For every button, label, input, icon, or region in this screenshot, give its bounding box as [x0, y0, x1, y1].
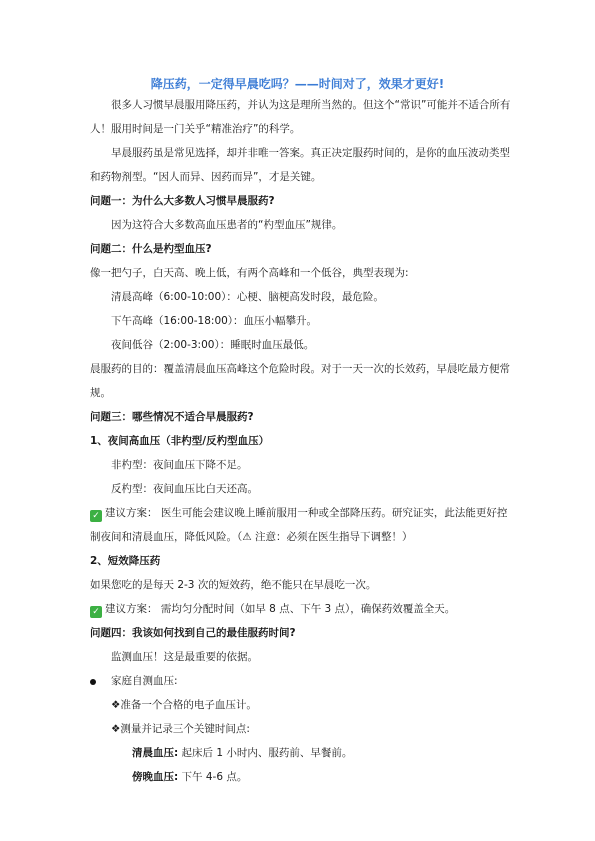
q2-item: 夜间低谷（2:00-3:00）：睡眠时血压最低。: [111, 339, 315, 351]
bullet-icon: [90, 679, 96, 685]
q3-case1-suggest-line1: [90, 506, 507, 522]
intro-p2-line1: 早晨服药虽是常见选择，却并非唯一答案。真正决定服药时间的，是你的血压波动类型: [111, 147, 510, 159]
q2-desc: 像一把勺子，白天高、晚上低，有两个高峰和一个低谷，典型表现为:: [90, 267, 409, 279]
page-title: 降压药，一定得早晨吃吗？——时间对了，效果才更好!: [150, 77, 445, 91]
point-label: 傍晚血压:: [132, 771, 179, 783]
intro-p1-line1: 很多人习惯早晨服用降压药，并认为这是理所当然的。但这个“常识”可能并不适合所有: [111, 99, 511, 111]
intro-p1-line2: 人！服用时间是一门关乎“精准治疗”的科学。: [90, 123, 301, 135]
q2-item: 清晨高峰（6:00-10:00）：心梗、脑梗高发时段，最危险。: [111, 291, 384, 303]
q4-lead: 监测血压！这是最重要的依据。: [111, 651, 258, 663]
q3-heading: 问题三：哪些情况不适合早晨服药?: [90, 411, 254, 423]
q3-case2-desc: 如果您吃的是每天 2-3 次的短效药，绝不能只在早晨吃一次。: [90, 579, 377, 591]
q4-bullet: 家庭自测血压:: [111, 675, 178, 687]
q2-heading: 问题二：什么是杓型血压?: [90, 243, 212, 255]
q2-purpose-line1: 晨服药的目的：覆盖清晨血压高峰这个危险时段。对于一天一次的长效药，早晨吃最方便常: [90, 363, 510, 375]
q4-sub2: ❖测量并记录三个关键时间点:: [111, 723, 250, 735]
q2-item: 下午高峰（16:00-18:00）：血压小幅攀升。: [111, 315, 318, 327]
q1-answer: 因为这符合大多数高血压患者的“杓型血压”规律。: [111, 219, 343, 231]
q3-case1-suggest-line2: 制夜间和清晨血压，降低风险。（⚠ 注意：必须在医生指导下调整！）: [90, 531, 413, 543]
suggest-text: 建议方案： 需均匀分配时间（如早 8 点、下午 3 点），确保药效覆盖全天。: [105, 603, 456, 615]
q2-purpose-line2: 规。: [90, 387, 111, 399]
q4-point: [132, 746, 352, 760]
q3-case1-heading: 1、夜间高血压（非杓型/反杓型血压）: [90, 435, 270, 447]
check-icon: ✓: [90, 606, 102, 618]
intro-p2-line2: 和药物剂型。“因人而异、因药而异”，才是关键。: [90, 171, 322, 183]
point-text: 下午 4-6 点。: [178, 771, 248, 783]
q3-case1-item: 反杓型：夜间血压比白天还高。: [111, 483, 258, 495]
check-icon: ✓: [90, 510, 102, 522]
q4-sub1: ❖准备一个合格的电子血压计。: [111, 699, 257, 711]
q4-point: [132, 770, 247, 784]
q3-case2-heading: 2、短效降压药: [90, 555, 161, 567]
q3-case2-suggest: [90, 602, 455, 618]
point-label: 清晨血压:: [132, 747, 179, 759]
q4-heading: 问题四：我该如何找到自己的最佳服药时间?: [90, 627, 296, 639]
q3-case1-item: 非杓型：夜间血压下降不足。: [111, 459, 248, 471]
q1-heading: 问题一：为什么大多数人习惯早晨服药?: [90, 195, 275, 207]
point-text: 起床后 1 小时内、服药前、早餐前。: [178, 747, 353, 759]
suggest-text: 建议方案： 医生可能会建议晚上睡前服用一种或全部降压药。研究证实，此法能更好控: [105, 507, 508, 519]
